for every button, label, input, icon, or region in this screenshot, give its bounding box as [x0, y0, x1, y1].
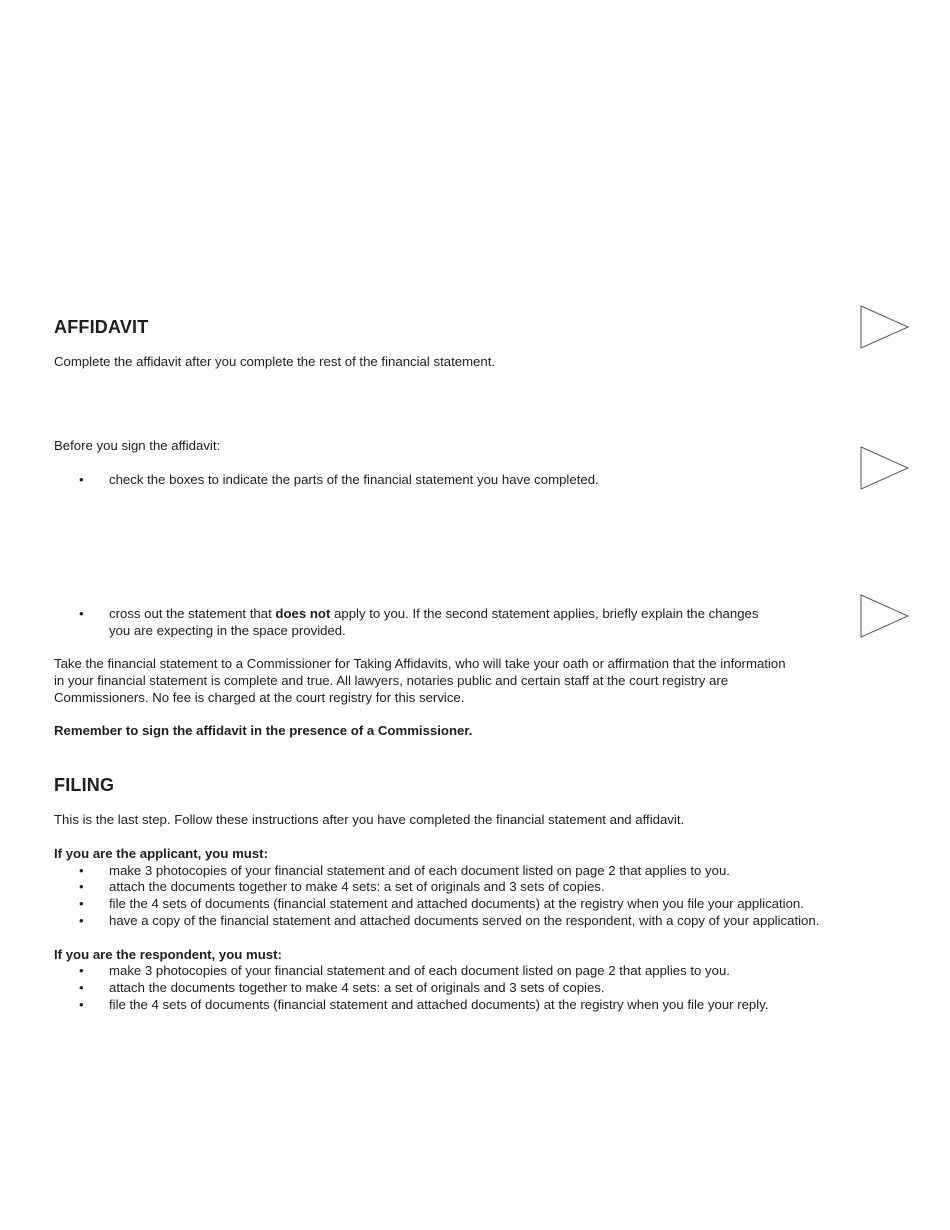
bullet-dot: •	[79, 913, 84, 928]
bullet-dot: •	[79, 879, 84, 894]
commissioner-line-1: Take the financial statement to a Commissioner for Taking Affidavits, who will take your oath or affirmation that the information	[54, 656, 786, 671]
bullet-dot: •	[79, 997, 84, 1012]
commissioner-paragraph	[54, 655, 854, 706]
bullet-text: attach the documents together to make 4 sets: a set of originals and 3 sets of copies.	[109, 879, 605, 894]
bullet-text-post-line2: you are expecting in the space provided.	[109, 623, 346, 638]
bullet-text: make 3 photocopies of your financial statement and of each document listed on page 2 that applies to you.	[109, 963, 730, 978]
commissioner-line-2: in your financial statement is complete and true. All lawyers, notaries public and certain staff at the court registry are	[54, 673, 729, 688]
bullet-text-emphasis: does not	[275, 606, 331, 621]
bullet-dot: •	[79, 980, 84, 995]
bullet-text: have a copy of the financial statement and attached documents served on the respondent, with a copy of your application.	[109, 913, 820, 928]
bullet-text-post: apply to you. If the second statement applies, briefly explain the changes	[330, 606, 759, 621]
bullet-dot: •	[79, 606, 84, 621]
remember-sign-note: Remember to sign the affidavit in the presence of a Commissioner.	[54, 723, 473, 738]
bullet-dot: •	[79, 472, 84, 487]
filing-heading: FILING	[54, 775, 115, 795]
bullet-dot: •	[79, 863, 84, 878]
bullet-text: check the boxes to indicate the parts of the financial statement you have completed.	[109, 472, 599, 487]
bullet-text: file the 4 sets of documents (financial statement and attached documents) at the registry when you file your application.	[109, 896, 804, 911]
bullet-dot: •	[79, 896, 84, 911]
commissioner-line-3: Commissioners. No fee is charged at the court registry for this service.	[54, 690, 465, 705]
bullet-text-pre: cross out the statement that	[109, 606, 276, 621]
triangle-pointer-icon	[860, 594, 910, 638]
applicant-heading: If you are the applicant, you must:	[54, 846, 268, 861]
respondent-heading: If you are the respondent, you must:	[54, 947, 282, 962]
filing-intro: This is the last step. Follow these instructions after you have completed the financial statement and affidavit.	[54, 812, 685, 827]
bullet-text	[109, 605, 854, 639]
triangle-pointer-icon	[860, 446, 910, 490]
bullet-text: attach the documents together to make 4 sets: a set of originals and 3 sets of copies.	[109, 980, 605, 995]
triangle-pointer-icon	[860, 305, 910, 349]
bullet-text: file the 4 sets of documents (financial statement and attached documents) at the registry when you file your reply.	[109, 997, 769, 1012]
affidavit-heading: AFFIDAVIT	[54, 317, 149, 337]
bullet-dot: •	[79, 963, 84, 978]
affidavit-intro: Complete the affidavit after you complete the rest of the financial statement.	[54, 354, 496, 369]
affidavit-before-sign: Before you sign the affidavit:	[54, 438, 221, 453]
bullet-text: make 3 photocopies of your financial statement and of each document listed on page 2 that applies to you.	[109, 863, 730, 878]
